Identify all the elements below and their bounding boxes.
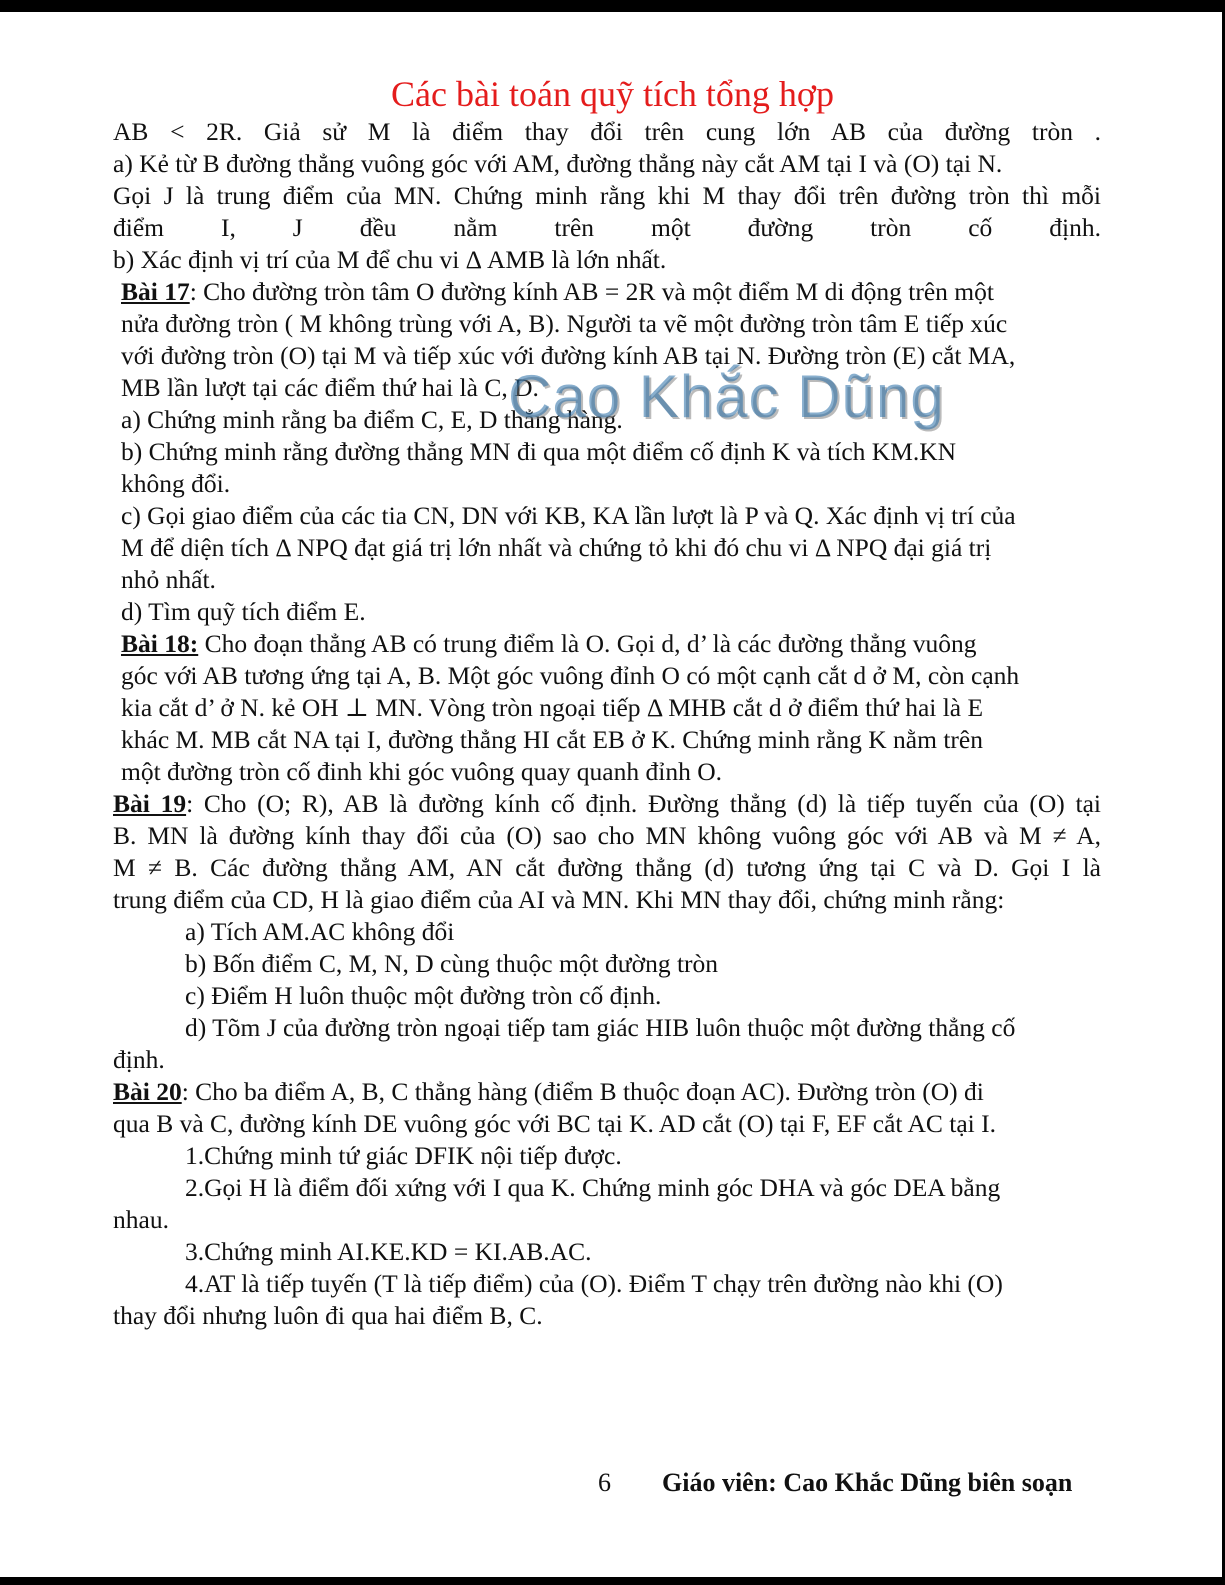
page-border-bottom: [0, 1577, 1225, 1585]
subquestion-4: 4.AT là tiếp tuyến (T là tiếp điểm) của (O). Điểm T chạy trên đường nào khi (O): [185, 1269, 1003, 1298]
text-line: B. MN là đường kính thay đổi của (O) sao cho MN không vuông góc với AB và M ≠ A,: [113, 821, 1101, 850]
text-line: định.: [113, 1045, 165, 1074]
text-line: nửa đường tròn ( M không trùng với A, B). Người ta vẽ một đường tròn tâm E tiếp xúc: [121, 309, 1008, 338]
intro-section: [113, 116, 1101, 276]
footer-author: Giáo viên: Cao Khắc Dũng biên soạn: [662, 1468, 1073, 1497]
subquestion-2: 2.Gọi H là điểm đối xứng với I qua K. Chứng minh góc DHA và góc DEA bằng: [185, 1173, 1001, 1202]
text-line: MB lần lượt tại các điểm thứ hai là C, D.: [121, 373, 539, 402]
text-line: : Cho đường tròn tâm O đường kính AB = 2R và một điểm M di động trên một: [189, 277, 994, 306]
subquestion-1: 1.Chứng minh tứ giác DFIK nội tiếp được.: [185, 1141, 622, 1170]
subquestion-c: c) Điểm H luôn thuộc một đường tròn cố định.: [185, 981, 662, 1010]
text-line: trung điểm của CD, H là giao điểm của AI và MN. Khi MN thay đổi, chứng minh rằng:: [113, 885, 1005, 914]
problem-17: [113, 276, 1101, 628]
problem-18: [113, 628, 1101, 788]
subquestion-3: 3.Chứng minh AI.KE.KD = KI.AB.AC.: [185, 1237, 592, 1266]
text-line: kia cắt d’ ở N. kẻ OH ⊥ MN. Vòng tròn ngoại tiếp Δ MHB cắt d ở điểm thứ hai là E: [121, 693, 984, 722]
subquestion-a: a) Tích AM.AC không đổi: [185, 917, 455, 946]
author-watermark: Cao Khắc Dũng: [508, 363, 945, 430]
problem-20: [113, 1076, 1101, 1332]
text-line: b) Xác định vị trí của M để chu vi Δ AMB là lớn nhất.: [113, 245, 667, 274]
problem-heading: Bài 19: [113, 789, 187, 818]
text-line: nhau.: [113, 1205, 169, 1234]
problem-heading: Bài 20: [113, 1077, 182, 1106]
text-line: a) Kẻ từ B đường thẳng vuông góc với AM, đường thẳng này cắt AM tại I và (O) tại N.: [113, 149, 1003, 178]
text-line: một đường tròn cố đinh khi góc vuông quay quanh đỉnh O.: [121, 757, 722, 786]
text-line: khác M. MB cắt NA tại I, đường thẳng HI cắt EB ở K. Chứng minh rằng K nằm trên: [121, 725, 983, 754]
subquestion-b: b) Bốn điểm C, M, N, D cùng thuộc một đường tròn: [185, 949, 719, 978]
page-number: 6: [598, 1468, 611, 1497]
problem-19: [113, 788, 1101, 1076]
text-line: không đổi.: [121, 469, 231, 498]
text-line: điểm I, J đều nằm trên một đường tròn cố định.: [113, 213, 1101, 242]
text-line: Cho đoạn thẳng AB có trung điểm là O. Gọi d, d’ là các đường thẳng vuông: [198, 629, 977, 658]
text-line: nhỏ nhất.: [121, 565, 216, 594]
text-line: qua B và C, đường kính DE vuông góc với BC tại K. AD cắt (O) tại F, EF cắt AC tại I.: [113, 1109, 996, 1138]
subquestion-d: d) Tõm J của đường tròn ngoại tiếp tam giác HIB luôn thuộc một đường thẳng cố: [185, 1013, 1016, 1042]
text-line: : Cho ba điểm A, B, C thẳng hàng (điểm B thuộc đoạn AC). Đường tròn (O) đi: [181, 1077, 984, 1106]
text-line: b) Chứng minh rằng đường thẳng MN đi qua một điểm cố định K và tích KM.KN: [121, 437, 957, 466]
page-border-top: [0, 0, 1225, 12]
text-line: M để diện tích Δ NPQ đạt giá trị lớn nhất và chứng tỏ khi đó chu vi Δ NPQ đại giá trị: [121, 533, 992, 562]
text-line: với đường tròn (O) tại M và tiếp xúc với đường kính AB tại N. Đường tròn (E) cắt MA,: [121, 341, 1016, 370]
text-line: a) Chứng minh rằng ba điểm C, E, D thẳng hàng.: [121, 405, 623, 434]
problem-heading: Bài 18:: [121, 629, 199, 658]
text-line: AB < 2R. Giả sử M là điểm thay đổi trên cung lớn AB của đường tròn .: [113, 117, 1101, 146]
text-line: Gọi J là trung điểm của MN. Chứng minh rằng khi M thay đổi trên đường tròn thì mỗi: [113, 181, 1101, 210]
text-line: : Cho (O; R), AB là đường kính cố định. Đường thẳng (d) là tiếp tuyến của (O) tại: [186, 789, 1101, 818]
text-line: thay đổi nhưng luôn đi qua hai điểm B, C.: [113, 1301, 543, 1330]
document-body: [113, 116, 1101, 1332]
text-line: góc với AB tương ứng tại A, B. Một góc vuông đỉnh O có một cạnh cắt d ở M, còn cạnh: [121, 661, 1020, 690]
problem-heading: Bài 17: [121, 277, 190, 306]
page-title: Các bài toán quỹ tích tổng hợp: [391, 74, 834, 114]
text-line: c) Gọi giao điểm của các tia CN, DN với KB, KA lần lượt là P và Q. Xác định vị trí của: [121, 501, 1016, 530]
text-line: d) Tìm quỹ tích điểm E.: [121, 597, 366, 626]
text-line: M ≠ B. Các đường thẳng AM, AN cắt đường thẳng (d) tương ứng tại C và D. Gọi I là: [113, 853, 1101, 882]
